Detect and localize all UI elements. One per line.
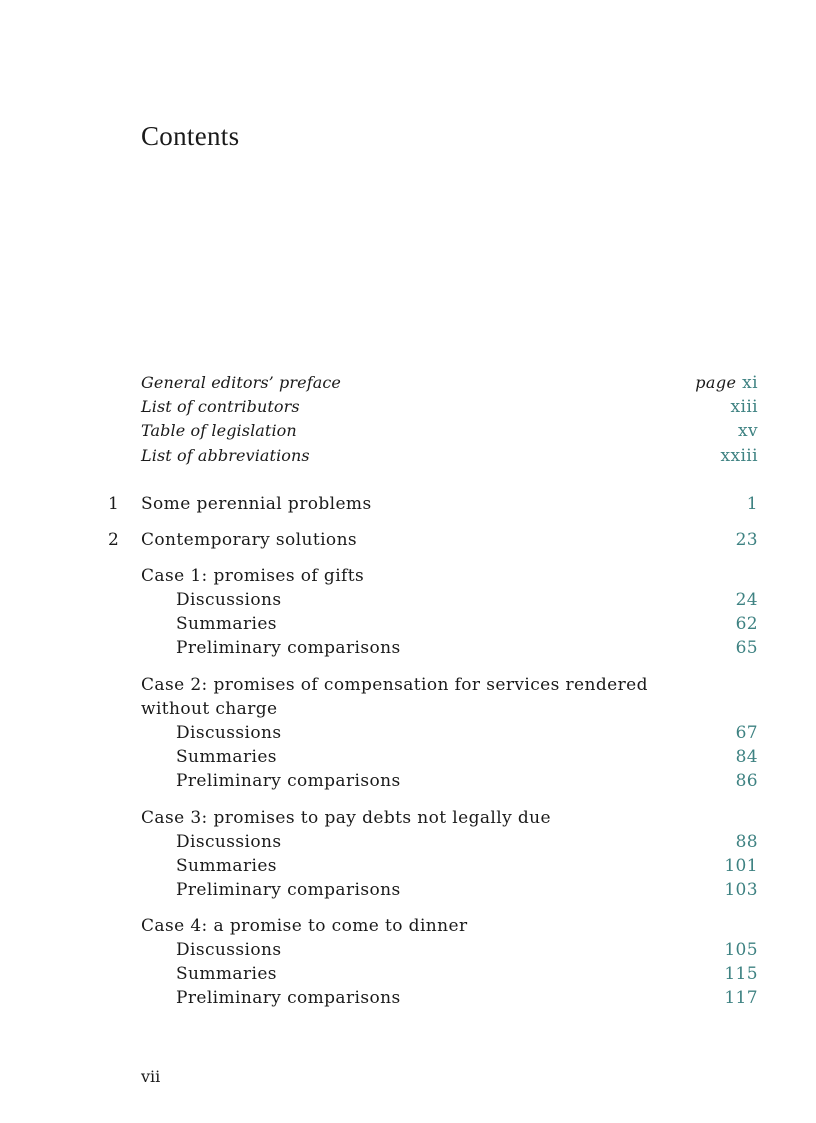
toc-entry-front[interactable] bbox=[0, 444, 816, 468]
subentry-page: 65 bbox=[735, 638, 758, 658]
case-title: Case 4: a promise to come to dinner bbox=[141, 916, 468, 936]
toc-entry-page: xxiii bbox=[720, 446, 758, 466]
subentry-label: Discussions bbox=[176, 590, 282, 610]
subentry-page: 88 bbox=[735, 832, 758, 852]
toc-subentry[interactable] bbox=[0, 636, 816, 660]
chapter-number: 1 bbox=[108, 494, 119, 514]
subentry-label: Preliminary comparisons bbox=[176, 771, 401, 791]
subentry-page: 62 bbox=[735, 614, 758, 634]
case-title: without charge bbox=[141, 699, 278, 719]
toc-subentry[interactable] bbox=[0, 830, 816, 854]
contents-heading: Contents bbox=[141, 121, 240, 151]
case-heading-continued bbox=[0, 697, 816, 721]
toc-entry-label: List of abbreviations bbox=[141, 446, 310, 465]
subentry-label: Discussions bbox=[176, 832, 282, 852]
toc-entry-page bbox=[695, 371, 758, 395]
page-folio: vii bbox=[141, 1067, 161, 1086]
toc-subentry[interactable] bbox=[0, 612, 816, 636]
chapter-page: 23 bbox=[735, 530, 758, 550]
subentry-page: 117 bbox=[724, 988, 758, 1008]
toc-entry-front[interactable] bbox=[0, 419, 816, 443]
toc-entry-label: General editors’ preface bbox=[141, 373, 341, 392]
toc-entry-front[interactable] bbox=[0, 371, 816, 395]
toc-entry-page: xiii bbox=[730, 397, 758, 417]
toc-chapter[interactable] bbox=[0, 492, 816, 516]
subentry-page: 105 bbox=[724, 940, 758, 960]
toc-subentry[interactable] bbox=[0, 769, 816, 793]
case-title: Case 1: promises of gifts bbox=[141, 566, 365, 586]
case-heading bbox=[0, 564, 816, 588]
toc-subentry[interactable] bbox=[0, 878, 816, 902]
subentry-page: 67 bbox=[735, 723, 758, 743]
subentry-page: 84 bbox=[735, 747, 758, 767]
subentry-page: 101 bbox=[724, 856, 758, 876]
subentry-page: 86 bbox=[735, 771, 758, 791]
toc-subentry[interactable] bbox=[0, 588, 816, 612]
chapter-title: Some perennial problems bbox=[141, 494, 372, 514]
toc-subentry[interactable] bbox=[0, 938, 816, 962]
subentry-label: Preliminary comparisons bbox=[176, 988, 401, 1008]
chapter-title: Contemporary solutions bbox=[141, 530, 358, 550]
subentry-page: 115 bbox=[724, 964, 758, 984]
toc-entry-label: List of contributors bbox=[141, 397, 300, 416]
toc-entry-front[interactable] bbox=[0, 395, 816, 419]
chapter-page: 1 bbox=[746, 494, 758, 514]
case-heading bbox=[0, 673, 816, 697]
subentry-label: Summaries bbox=[176, 747, 277, 767]
case-heading bbox=[0, 914, 816, 938]
toc-subentry[interactable] bbox=[0, 986, 816, 1010]
page-prefix: page bbox=[695, 373, 737, 392]
page-number: xi bbox=[742, 373, 758, 393]
case-title: Case 3: promises to pay debts not legally due bbox=[141, 808, 551, 828]
toc-entry-page: xv bbox=[738, 421, 758, 441]
toc-subentry[interactable] bbox=[0, 854, 816, 878]
subentry-page: 103 bbox=[724, 880, 758, 900]
toc-chapter[interactable] bbox=[0, 528, 816, 552]
subentry-label: Summaries bbox=[176, 856, 277, 876]
subentry-label: Preliminary comparisons bbox=[176, 880, 401, 900]
toc-subentry[interactable] bbox=[0, 745, 816, 769]
subentry-label: Summaries bbox=[176, 964, 277, 984]
toc-entry-label: Table of legislation bbox=[141, 421, 297, 440]
subentry-label: Summaries bbox=[176, 614, 277, 634]
toc-subentry[interactable] bbox=[0, 721, 816, 745]
case-heading bbox=[0, 806, 816, 830]
toc-subentry[interactable] bbox=[0, 962, 816, 986]
subentry-page: 24 bbox=[735, 590, 758, 610]
case-title: Case 2: promises of compensation for services rendered bbox=[141, 675, 648, 695]
subentry-label: Preliminary comparisons bbox=[176, 638, 401, 658]
subentry-label: Discussions bbox=[176, 940, 282, 960]
chapter-number: 2 bbox=[108, 530, 119, 550]
subentry-label: Discussions bbox=[176, 723, 282, 743]
